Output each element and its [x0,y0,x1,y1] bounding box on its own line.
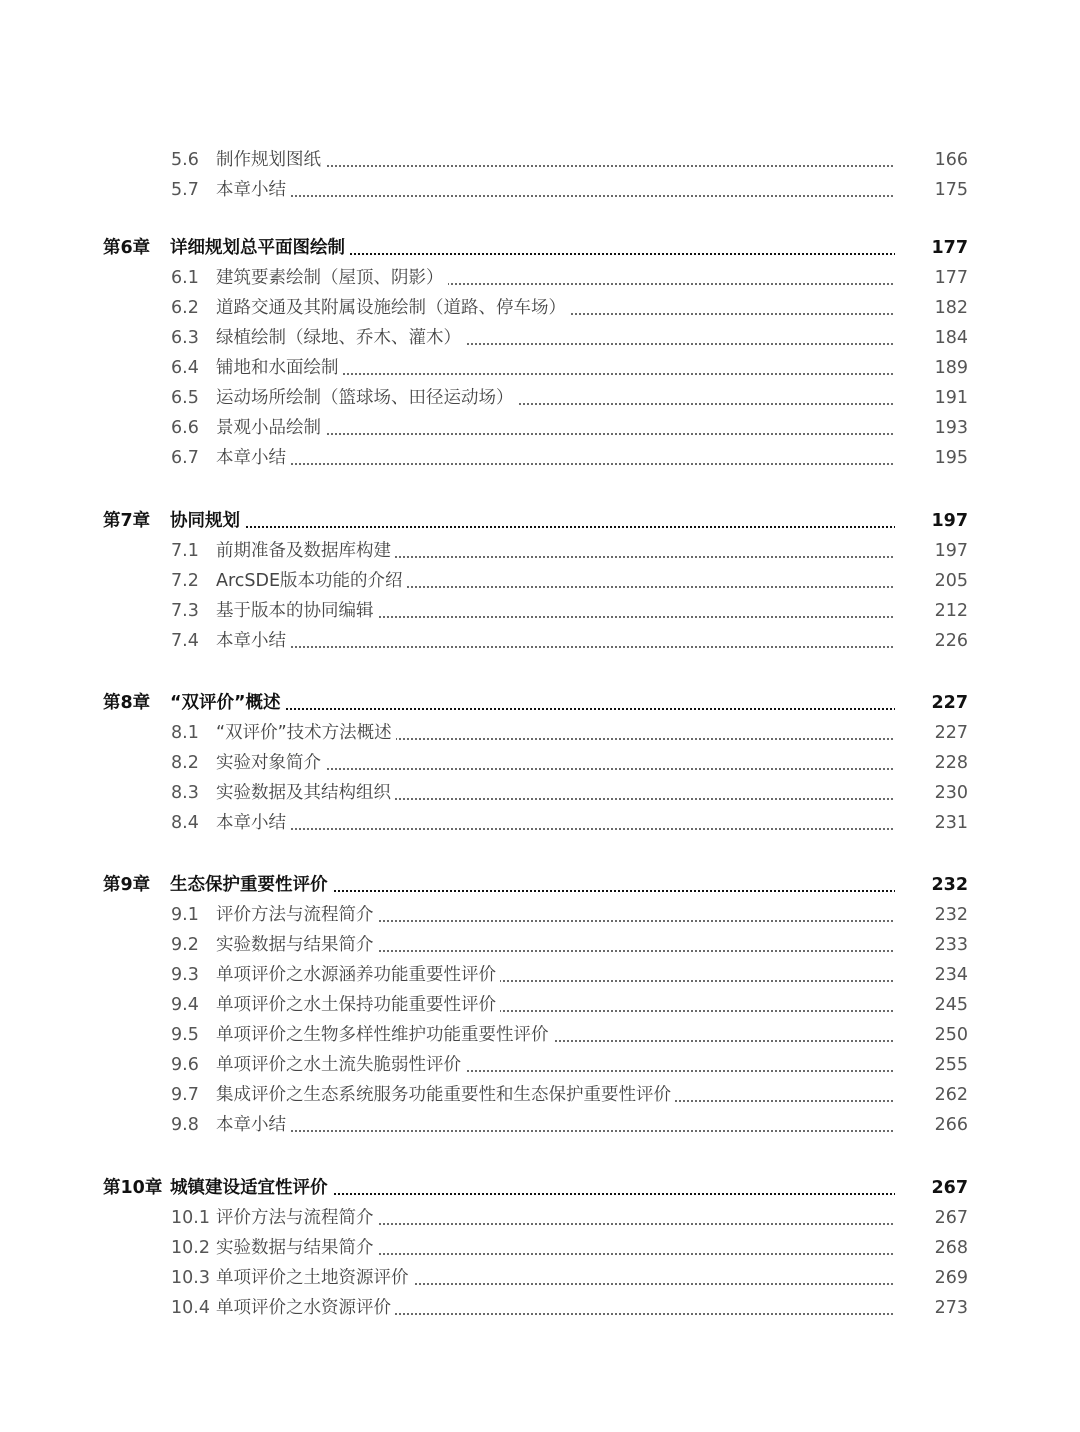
dot-leader [216,463,968,465]
section-number: 9.8 [171,1115,199,1135]
section-title: 评价方法与流程简介 [216,1203,378,1233]
section-title: 运动场所绘制（篮球场、田径运动场） [216,383,518,413]
section-number: 9.3 [171,965,199,985]
section-title: 铺地和水面绘制 [216,353,343,383]
page-number: 189 [895,353,968,383]
dot-leader [216,828,968,830]
page-number: 268 [895,1233,968,1263]
page-number: 273 [895,1293,968,1323]
page-number: 175 [895,175,968,205]
toc-section-row [0,960,1080,990]
section-number: 6.4 [171,358,199,378]
section-number: 9.5 [171,1025,199,1045]
section-title: 集成评价之生态系统服务功能重要性和生态保护重要性评价 [216,1080,675,1110]
chapter-title: 协同规划 [170,506,244,536]
section-title: 实验数据及其结构组织 [216,778,395,808]
toc-section-row [0,536,1080,566]
toc-section-row [0,1263,1080,1293]
page-number: 182 [895,293,968,323]
page-number: 205 [895,566,968,596]
toc-section-row [0,383,1080,413]
section-number: 9.4 [171,995,199,1015]
section-number: 10.1 [171,1208,210,1228]
dot-leader [216,433,968,435]
page-number: 227 [895,718,968,748]
section-number: 8.2 [171,753,199,773]
page-number: 226 [895,626,968,656]
page-number: 267 [895,1173,968,1203]
dot-leader [216,165,968,167]
section-number: 8.3 [171,783,199,803]
toc-section-row [0,443,1080,473]
section-title: 建筑要素绘制（屋顶、阴影） [216,263,448,293]
section-number: 6.7 [171,448,199,468]
page-number: 212 [895,596,968,626]
section-number: 8.4 [171,813,199,833]
page-number: 184 [895,323,968,353]
toc-section-row [0,626,1080,656]
chapter-number: 第6章 [103,238,151,258]
toc-section-row [0,175,1080,205]
section-title: 单项评价之土地资源评价 [216,1263,413,1293]
section-title: 本章小结 [216,808,290,838]
toc-section-row [0,778,1080,808]
chapter-number: 第8章 [103,693,151,713]
toc-section-row [0,293,1080,323]
section-title: 景观小品绘制 [216,413,325,443]
section-title: 制作规划图纸 [216,145,325,175]
toc-section-row [0,900,1080,930]
toc-section-row [0,353,1080,383]
chapter-title: 生态保护重要性评价 [170,870,332,900]
page-number: 262 [895,1080,968,1110]
section-number: 9.2 [171,935,199,955]
chapter-title: “双评价”概述 [170,688,285,718]
section-title: 单项评价之水土流失脆弱性评价 [216,1050,465,1080]
section-title: 本章小结 [216,443,290,473]
page-number: 191 [895,383,968,413]
section-number: 6.2 [171,298,199,318]
chapter-title: 详细规划总平面图绘制 [170,233,349,263]
toc-section-row [0,323,1080,353]
section-number: 9.1 [171,905,199,925]
section-number: 6.1 [171,268,199,288]
page-number: 232 [895,870,968,900]
section-number: 6.5 [171,388,199,408]
toc-chapter-row [0,506,1080,536]
chapter-title: 城镇建设适宜性评价 [170,1173,332,1203]
section-title: 本章小结 [216,1110,290,1140]
chapter-number: 第10章 [103,1178,163,1198]
page-number: 193 [895,413,968,443]
section-title: 道路交通及其附属设施绘制（道路、停车场） [216,293,570,323]
page-number: 230 [895,778,968,808]
section-title: 单项评价之水资源评价 [216,1293,395,1323]
page-number: 166 [895,145,968,175]
toc-section-row [0,1233,1080,1263]
dot-leader [216,768,968,770]
section-number: 7.4 [171,631,199,651]
section-number: 5.7 [171,180,199,200]
section-title: 单项评价之生物多样性维护功能重要性评价 [216,1020,553,1050]
section-number: 7.2 [171,571,199,591]
section-title: 前期准备及数据库构建 [216,536,395,566]
dot-leader [216,646,968,648]
section-number: 6.6 [171,418,199,438]
page-number: 267 [895,1203,968,1233]
page-number: 228 [895,748,968,778]
page-number: 177 [895,263,968,293]
section-number: 10.4 [171,1298,210,1318]
toc-section-row [0,930,1080,960]
section-number: 9.7 [171,1085,199,1105]
section-number: 7.3 [171,601,199,621]
page-number: 197 [895,536,968,566]
toc-section-row [0,566,1080,596]
section-number: 10.3 [171,1268,210,1288]
dot-leader [216,195,968,197]
page-number: 197 [895,506,968,536]
toc-chapter-row [0,688,1080,718]
section-number: 7.1 [171,541,199,561]
page-number: 234 [895,960,968,990]
page-number: 250 [895,1020,968,1050]
toc-section-row [0,748,1080,778]
section-number: 8.1 [171,723,199,743]
toc-section-row [0,1203,1080,1233]
section-title: 单项评价之水土保持功能重要性评价 [216,990,500,1020]
section-title: 实验数据与结果简介 [216,1233,378,1263]
section-title: 基于版本的协同编辑 [216,596,378,626]
page-number: 245 [895,990,968,1020]
page-number: 177 [895,233,968,263]
section-title: 实验对象简介 [216,748,325,778]
dot-leader [216,1130,968,1132]
chapter-number: 第7章 [103,511,151,531]
toc-section-row [0,413,1080,443]
section-title: 单项评价之水源涵养功能重要性评价 [216,960,500,990]
page-number: 195 [895,443,968,473]
section-title: ArcSDE版本功能的介绍 [216,566,407,596]
toc-chapter-row [0,870,1080,900]
toc-section-row [0,990,1080,1020]
section-title: 本章小结 [216,175,290,205]
section-number: 5.6 [171,150,199,170]
toc-section-row [0,145,1080,175]
section-number: 10.2 [171,1238,210,1258]
toc-section-row [0,1050,1080,1080]
toc-section-row [0,1080,1080,1110]
page-number: 231 [895,808,968,838]
chapter-number: 第9章 [103,875,151,895]
section-title: 评价方法与流程简介 [216,900,378,930]
toc-section-row [0,1020,1080,1050]
page-number: 232 [895,900,968,930]
toc-chapter-row [0,1173,1080,1203]
toc-section-row [0,596,1080,626]
section-title: 实验数据与结果简介 [216,930,378,960]
section-title: “双评价”技术方法概述 [216,718,396,748]
toc-section-row [0,1110,1080,1140]
section-title: 绿植绘制（绿地、乔木、灌木） [216,323,465,353]
section-number: 6.3 [171,328,199,348]
toc-chapter-row [0,233,1080,263]
toc-section-row [0,808,1080,838]
page-number: 266 [895,1110,968,1140]
toc-section-row [0,1293,1080,1323]
page-number: 269 [895,1263,968,1293]
toc-section-row [0,718,1080,748]
page-number: 255 [895,1050,968,1080]
dot-leader [170,708,968,710]
section-number: 9.6 [171,1055,199,1075]
dot-leader [170,526,968,528]
section-title: 本章小结 [216,626,290,656]
page-number: 233 [895,930,968,960]
toc-section-row [0,263,1080,293]
page-number: 227 [895,688,968,718]
